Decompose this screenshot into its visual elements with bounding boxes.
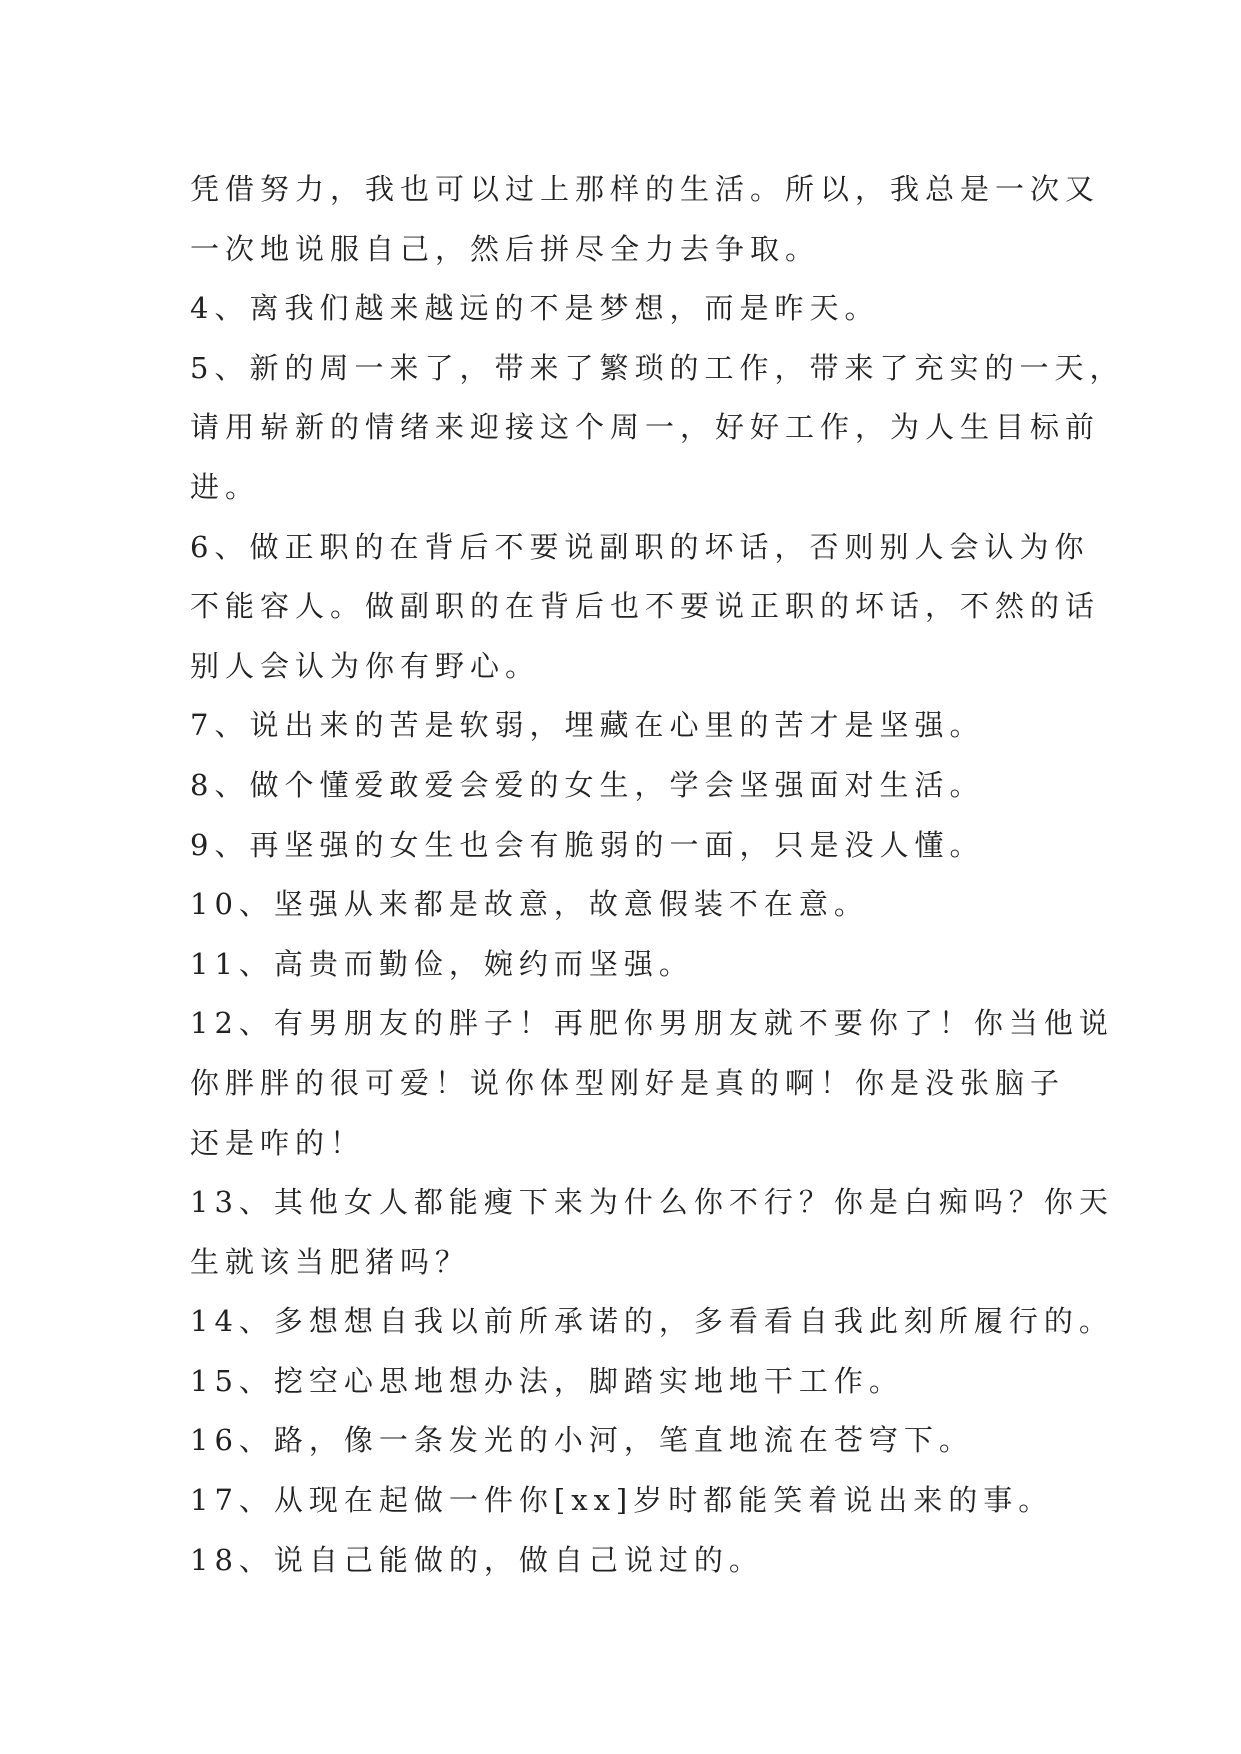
text-line: 13、其他女人都能瘦下来为什么你不行？你是白痴吗？你天	[190, 1185, 1114, 1220]
text-line: 16、路，像一条发光的小河，笔直地流在苍穹下。	[190, 1423, 974, 1458]
text-line: 一次地说服自己，然后拼尽全力去争取。	[190, 231, 821, 266]
text-line: 18、说自己能做的，做自己说过的。	[190, 1542, 764, 1577]
text-line: 4、离我们越来越远的不是梦想，而是昨天。	[190, 291, 880, 326]
text-line: 14、多想想自我以前所承诺的，多看看自我此刻所履行的。	[190, 1304, 1114, 1339]
text-line: 17、从现在起做一件你[xx]岁时都能笑着说出来的事。	[190, 1483, 1054, 1518]
text-line: 10、坚强从来都是故意，故意假装不在意。	[190, 887, 869, 922]
text-line: 11、高贵而勤俭，婉约而坚强。	[190, 946, 694, 981]
text-line: 别人会认为你有野心。	[190, 648, 541, 683]
text-line: 12、有男朋友的胖子！再肥你男朋友就不要你了！你当他说	[190, 1006, 1114, 1041]
text-line: 不能容人。做副职的在背后也不要说正职的坏话，不然的话	[190, 589, 1101, 624]
text-line: 8、做个懂爱敢爱会爱的女生，学会坚强面对生活。	[190, 767, 985, 802]
text-line: 你胖胖的很可爱！说你体型刚好是真的啊！你是没张脑子	[190, 1065, 1066, 1100]
text-line: 请用崭新的情绪来迎接这个周一，好好工作，为人生目标前	[190, 410, 1101, 445]
text-line: 进。	[190, 469, 261, 504]
text-line: 15、挖空心思地想办法，脚踏实地地干工作。	[190, 1363, 904, 1398]
text-line: 7、说出来的苦是软弱，埋藏在心里的苦才是坚强。	[190, 708, 985, 743]
text-line: 凭借努力，我也可以过上那样的生活。所以，我总是一次又	[190, 172, 1101, 206]
text-line: 5、新的周一来了，带来了繁琐的工作，带来了充实的一天，	[190, 350, 1125, 385]
text-line: 还是咋的！	[190, 1125, 366, 1160]
document-body	[190, 160, 1125, 1590]
text-line: 9、再坚强的女生也会有脆弱的一面，只是没人懂。	[190, 827, 985, 862]
text-line: 6、做正职的在背后不要说副职的坏话，否则别人会认为你	[190, 529, 1090, 564]
text-line: 生就该当肥猪吗？	[190, 1244, 471, 1279]
